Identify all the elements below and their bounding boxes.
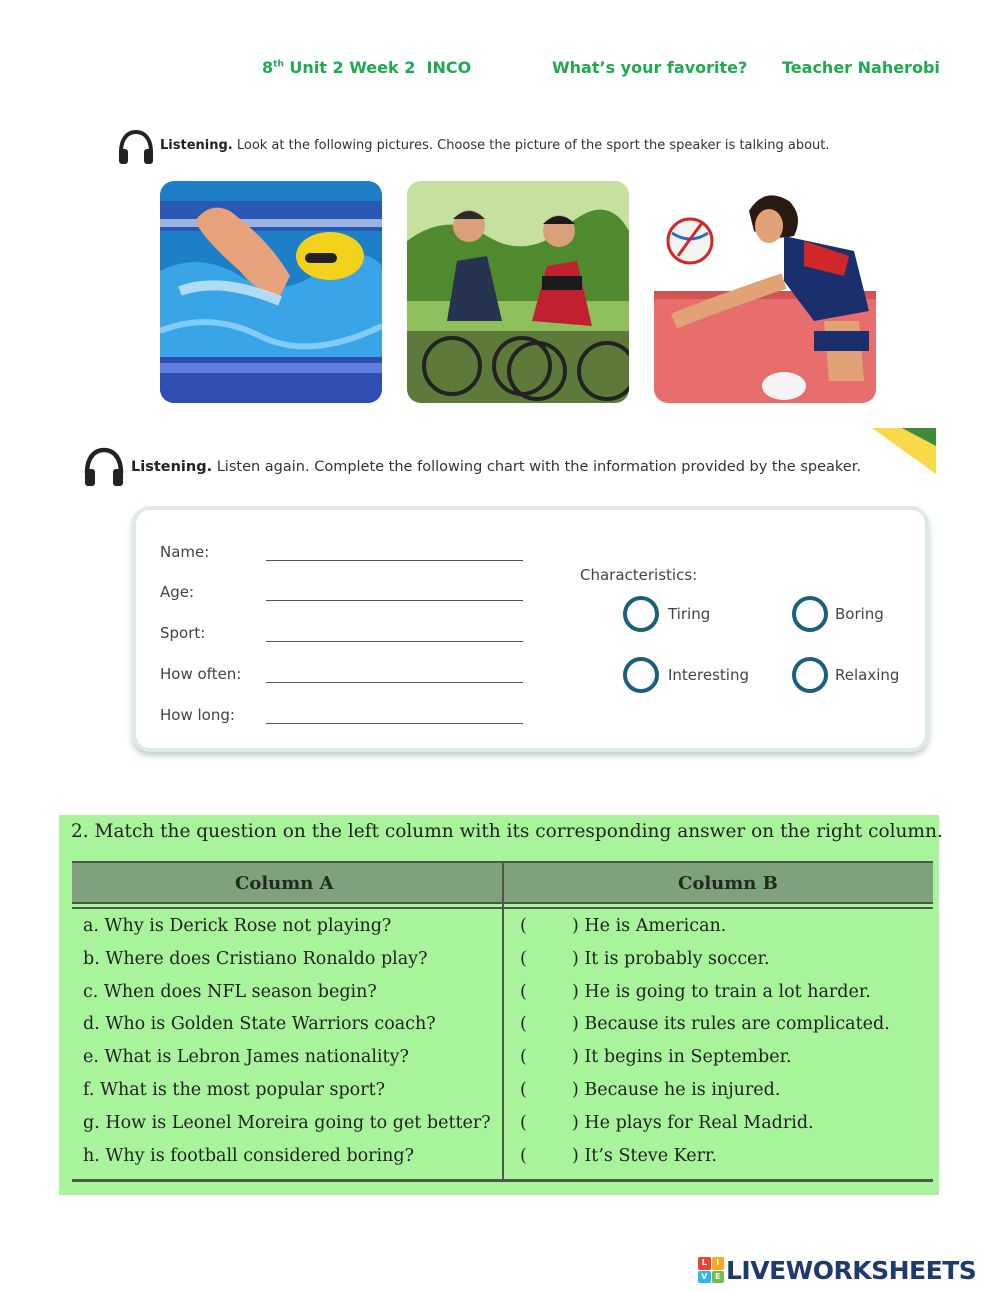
decorative-corner: [872, 428, 936, 474]
answer-row-6[interactable]: [520, 1080, 780, 1100]
matching-title: 2. Match the question on the left column with its corresponding answer on the right column.: [71, 821, 943, 842]
swimming-illustration: [160, 181, 382, 403]
answer-row-5[interactable]: [520, 1047, 792, 1067]
interesting-label: Interesting: [668, 666, 749, 684]
question-h: h. Why is football considered boring?: [83, 1146, 415, 1166]
answer-row-3[interactable]: [520, 982, 871, 1002]
how-long-answer-line[interactable]: [266, 723, 523, 724]
answer-blank[interactable]: (: [520, 1080, 527, 1100]
cycling-picture[interactable]: [407, 181, 629, 403]
answer-blank[interactable]: (: [520, 949, 527, 969]
answer-blank[interactable]: (: [520, 1113, 527, 1133]
answer-text: ) He is going to train a lot harder.: [572, 982, 871, 1002]
headphones-icon: [116, 128, 156, 166]
how-often-label: How often:: [160, 665, 242, 683]
answer-row-1[interactable]: [520, 916, 726, 936]
answer-row-2[interactable]: [520, 949, 770, 969]
worksheet-header: [0, 58, 1000, 84]
volleyball-picture[interactable]: [654, 181, 876, 403]
relaxing-label: Relaxing: [835, 666, 900, 684]
volleyball-illustration: [654, 181, 876, 403]
how-often-answer-line[interactable]: [266, 682, 523, 683]
answer-blank[interactable]: (: [520, 982, 527, 1002]
answer-blank[interactable]: (: [520, 1146, 527, 1166]
brand-name: LIVEWORKSHEETS: [726, 1255, 977, 1285]
cycling-illustration: [407, 181, 629, 403]
boring-label: Boring: [835, 605, 884, 623]
question-a: a. Why is Derick Rose not playing?: [83, 916, 392, 936]
logo-tile-l: L: [698, 1257, 711, 1270]
age-answer-line[interactable]: [266, 600, 523, 601]
column-a-header: Column A: [235, 873, 334, 894]
liveworksheets-logo[interactable]: [698, 1254, 976, 1286]
column-divider: [502, 861, 504, 1179]
interesting-radio[interactable]: [623, 657, 659, 693]
answer-text: ) Because he is injured.: [572, 1080, 781, 1100]
answer-row-4[interactable]: [520, 1014, 890, 1034]
answer-blank[interactable]: (: [520, 1014, 527, 1034]
answer-row-8[interactable]: [520, 1146, 717, 1166]
name-label: Name:: [160, 543, 210, 561]
logo-tile-e: E: [712, 1271, 725, 1284]
information-chart: [132, 506, 929, 752]
listening-instruction-1: Listening. Look at the following pictures. Choose the picture of the sport the speaker is talking about.: [160, 138, 830, 153]
matching-exercise: [59, 815, 943, 1195]
question-e: e. What is Lebron James nationality?: [83, 1047, 409, 1067]
swimming-picture[interactable]: [160, 181, 382, 403]
logo-tile-i: I: [712, 1257, 725, 1270]
answer-text: ) It is probably soccer.: [572, 949, 770, 969]
liveworksheets-icon: [698, 1257, 724, 1283]
answer-text: ) Because its rules are complicated.: [572, 1014, 890, 1034]
answer-blank[interactable]: (: [520, 1047, 527, 1067]
teacher-label: Teacher Naherobi: [782, 58, 940, 77]
age-label: Age:: [160, 583, 195, 601]
how-long-label: How long:: [160, 706, 235, 724]
boring-radio[interactable]: [792, 596, 828, 632]
unit-label: 8th Unit 2 Week 2 INCO: [262, 58, 472, 77]
question-f: f. What is the most popular sport?: [83, 1080, 386, 1100]
answer-blank[interactable]: (: [520, 916, 527, 936]
listening-instruction-2: Listening. Listen again. Complete the following chart with the information provided by the speaker.: [131, 459, 861, 475]
characteristics-title: Characteristics:: [580, 566, 698, 584]
question-b: b. Where does Cristiano Ronaldo play?: [83, 949, 428, 969]
question-g: g. How is Leonel Moreira going to get better?: [83, 1113, 491, 1133]
answer-text: ) He plays for Real Madrid.: [572, 1113, 814, 1133]
table-bottom-rule: [72, 1179, 933, 1182]
sport-answer-line[interactable]: [266, 641, 523, 642]
question-c: c. When does NFL season begin?: [83, 982, 377, 1002]
answer-text: ) It begins in September.: [572, 1047, 792, 1067]
question-d: d. Who is Golden State Warriors coach?: [83, 1014, 436, 1034]
topic-label: What’s your favorite?: [552, 58, 748, 77]
answer-text: ) It’s Steve Kerr.: [572, 1146, 717, 1166]
answer-row-7[interactable]: [520, 1113, 814, 1133]
column-b-header: Column B: [678, 873, 778, 894]
headphones-icon: [82, 446, 126, 488]
name-answer-line[interactable]: [266, 560, 523, 561]
answer-text: ) He is American.: [572, 916, 727, 936]
logo-tile-v: V: [698, 1271, 711, 1284]
tiring-label: Tiring: [668, 605, 711, 623]
sport-label: Sport:: [160, 624, 206, 642]
relaxing-radio[interactable]: [792, 657, 828, 693]
tiring-radio[interactable]: [623, 596, 659, 632]
